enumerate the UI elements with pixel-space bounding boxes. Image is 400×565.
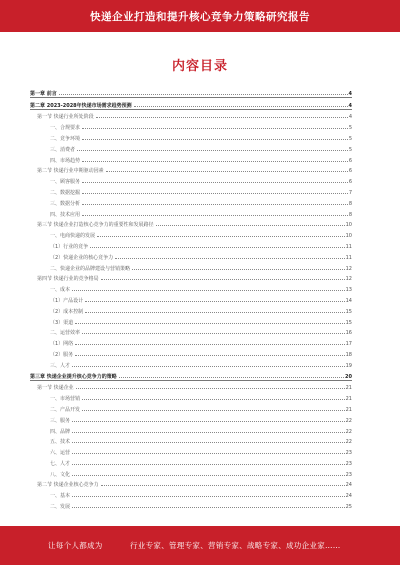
toc-entry[interactable] [30, 131, 352, 142]
toc-entry-label: 一、市场营销 [50, 396, 81, 403]
toc-entry[interactable] [30, 164, 352, 175]
toc-heading: 内容目录 [171, 59, 228, 74]
toc-entry[interactable] [30, 185, 352, 196]
toc-entry[interactable] [30, 196, 352, 207]
toc-entry-label: 一、电商快递的发展 [50, 233, 96, 240]
table-of-contents [30, 86, 352, 510]
toc-entry-label: 六、运营 [50, 450, 71, 457]
toc-entry-label: 二、运营效率 [50, 330, 81, 337]
toc-entry-page: 4 [348, 114, 352, 121]
toc-entry-label: （1）产品设计 [50, 297, 84, 304]
toc-entry-page: 11 [345, 254, 352, 261]
toc-entry-page: 11 [345, 243, 352, 250]
toc-entry[interactable] [30, 315, 352, 326]
toc-leader-dots [76, 388, 345, 389]
toc-leader-dots [75, 355, 344, 356]
toc-entry[interactable] [30, 402, 352, 413]
toc-entry-page: 8 [348, 200, 352, 207]
toc-leader-dots [82, 182, 348, 183]
toc-entry-label: 三、数据分析 [50, 200, 81, 207]
toc-entry-label: 第二章 2023-2028年快递市场需求趋势预测 [30, 102, 132, 109]
toc-entry-label: 第一节 快递企业 [37, 385, 74, 392]
toc-leader-dots [82, 161, 348, 162]
toc-entry-page: 24 [345, 482, 352, 489]
toc-entry-label: 三、人才 [50, 362, 71, 369]
toc-entry[interactable] [30, 142, 352, 153]
toc-entry[interactable] [30, 282, 352, 293]
toc-entry-label: 第二节 快递行业中期驱动因素 [37, 168, 104, 175]
toc-entry-page: 21 [345, 406, 352, 413]
toc-entry-label: 第二节 快递企业核心竞争力 [37, 482, 99, 489]
toc-leader-dots [101, 485, 345, 486]
toc-entry[interactable] [30, 347, 352, 358]
toc-entry-page: 14 [345, 297, 352, 304]
toc-entry-label: 七、人才 [50, 460, 71, 467]
toc-leader-dots [82, 410, 345, 411]
toc-entry[interactable] [30, 272, 352, 283]
toc-entry[interactable] [30, 445, 352, 456]
toc-entry[interactable] [30, 250, 352, 261]
toc-entry-page: 20 [345, 373, 352, 380]
toc-leader-dots [59, 94, 348, 95]
toc-leader-dots [82, 399, 345, 400]
toc-entry[interactable] [30, 218, 352, 229]
toc-leader-dots [82, 204, 348, 205]
toc-leader-dots [72, 442, 345, 443]
toc-entry-page: 15 [345, 319, 352, 326]
toc-entry-label: 二、产品开发 [50, 406, 81, 413]
toc-leader-dots [72, 496, 345, 497]
toc-entry[interactable] [30, 207, 352, 218]
toc-entry-label: 五、技术 [50, 439, 71, 446]
toc-entry[interactable] [30, 369, 352, 381]
toc-entry-label: 一、顾客服务 [50, 179, 81, 186]
toc-entry[interactable] [30, 488, 352, 499]
toc-entry[interactable] [30, 110, 352, 121]
toc-entry-page: 6 [348, 157, 352, 164]
toc-entry[interactable] [30, 424, 352, 435]
toc-entry[interactable] [30, 326, 352, 337]
toc-entry[interactable] [30, 358, 352, 369]
toc-entry-label: 二、数据挖掘 [50, 189, 81, 196]
toc-entry-label: 第一节 快递行业所处阶段 [37, 114, 94, 121]
toc-entry[interactable] [30, 120, 352, 131]
toc-entry-page: 5 [348, 125, 352, 132]
toc-entry-label: （1）网络 [50, 341, 74, 348]
toc-entry-label: 第三节 快递企业打造核心竞争力的重要性和发展路径 [37, 222, 154, 229]
toc-leader-dots [82, 193, 348, 194]
toc-entry-label: （3）渠道 [50, 319, 74, 326]
toc-entry-label: 二、竞争环境 [50, 135, 81, 142]
toc-entry-label: 三、服务 [50, 417, 71, 424]
toc-entry-page: 5 [348, 146, 352, 153]
toc-entry-label: 一、基本 [50, 493, 71, 500]
toc-leader-dots [72, 453, 345, 454]
toc-entry[interactable] [30, 381, 352, 392]
toc-entry-page: 22 [345, 439, 352, 446]
toc-leader-dots [72, 464, 345, 465]
toc-entry[interactable] [30, 391, 352, 402]
toc-entry-page: 17 [345, 341, 352, 348]
toc-leader-dots [75, 344, 344, 345]
toc-entry-label: 三、消费者 [50, 146, 76, 153]
toc-leader-dots [115, 258, 344, 259]
report-title: 快递企业打造和提升核心竞争力策略研究报告 [90, 11, 310, 23]
toc-entry[interactable] [30, 293, 352, 304]
toc-entry-page: 16 [345, 330, 352, 337]
toc-entry[interactable] [30, 228, 352, 239]
toc-entry-page: 22 [345, 417, 352, 424]
toc-leader-dots [72, 475, 345, 476]
toc-entry-page: 21 [345, 396, 352, 403]
toc-leader-dots [132, 269, 345, 270]
toc-leader-dots [72, 421, 345, 422]
toc-entry-page: 19 [345, 362, 352, 369]
toc-leader-dots [82, 128, 348, 129]
toc-leader-dots [72, 507, 345, 508]
toc-entry-page: 12 [345, 265, 352, 272]
toc-leader-dots [134, 106, 348, 107]
toc-entry[interactable] [30, 174, 352, 185]
toc-entry-page: 13 [345, 287, 352, 294]
toc-entry[interactable] [30, 98, 352, 110]
toc-entry-label: 二、发展 [50, 504, 71, 511]
toc-entry-label: 四、市场趋势 [50, 157, 81, 164]
toc-entry-label: （2）快递企业的核心竞争力 [50, 254, 114, 261]
toc-leader-dots [106, 171, 348, 172]
footer-bar [0, 526, 400, 565]
toc-entry-label: （1）行业的竞争 [50, 243, 89, 250]
toc-entry-page: 23 [345, 460, 352, 467]
toc-entry-label: 第三章 快递企业提升核心竞争力的策略 [30, 373, 117, 380]
toc-leader-dots [82, 333, 345, 334]
toc-entry-page: 10 [345, 233, 352, 240]
toc-entry-label: 四、技术应用 [50, 211, 81, 218]
toc-leader-dots [82, 215, 348, 216]
toc-entry[interactable] [30, 239, 352, 250]
toc-entry-page: 6 [348, 179, 352, 186]
toc-entry[interactable] [30, 499, 352, 510]
toc-entry[interactable] [30, 435, 352, 446]
toc-entry-label: 八、文化 [50, 471, 71, 478]
toc-entry-page: 7 [348, 189, 352, 196]
toc-leader-dots [85, 312, 344, 313]
toc-entry-page: 23 [345, 471, 352, 478]
toc-entry-page: 10 [345, 222, 352, 229]
toc-leader-dots [82, 139, 348, 140]
toc-entry-page: 6 [348, 168, 352, 175]
toc-entry-label: 一、合规要求 [50, 125, 81, 132]
toc-entry[interactable] [30, 304, 352, 315]
toc-entry[interactable] [30, 336, 352, 347]
toc-entry-label: （2）服务 [50, 351, 74, 358]
toc-leader-dots [72, 290, 345, 291]
toc-entry-page: 15 [345, 308, 352, 315]
toc-entry-label: （2）成本控制 [50, 308, 84, 315]
toc-entry-page: 24 [345, 493, 352, 500]
footer-slogan: 让每个人都成为 [48, 541, 103, 550]
toc-leader-dots [90, 247, 344, 248]
toc-leader-dots [72, 432, 345, 433]
toc-entry-page: 8 [348, 211, 352, 218]
toc-leader-dots [77, 150, 348, 151]
toc-entry-label: 第一章 前言 [30, 90, 57, 97]
toc-entry-label: 第四节 快递行业的竞争格局 [37, 276, 99, 283]
toc-entry-page: 23 [345, 450, 352, 457]
toc-entry-page: 22 [345, 428, 352, 435]
header-bar [0, 0, 400, 32]
toc-entry[interactable] [30, 153, 352, 164]
toc-entry-page: 21 [345, 385, 352, 392]
toc-entry-page: 25 [345, 504, 352, 511]
footer-tagline: 行业专家、管理专家、营销专家、战略专家、成功企业家…… [130, 541, 341, 550]
toc-leader-dots [85, 301, 344, 302]
toc-entry[interactable] [30, 86, 352, 98]
toc-leader-dots [75, 323, 344, 324]
toc-entry[interactable] [30, 413, 352, 424]
toc-entry[interactable] [30, 467, 352, 478]
toc-entry[interactable] [30, 456, 352, 467]
toc-leader-dots [97, 236, 345, 237]
toc-leader-dots [96, 117, 348, 118]
toc-leader-dots [101, 279, 345, 280]
toc-leader-dots [119, 377, 344, 378]
toc-leader-dots [72, 366, 345, 367]
toc-entry-page: 5 [348, 135, 352, 142]
toc-entry-page: 18 [345, 351, 352, 358]
toc-leader-dots [156, 225, 345, 226]
toc-entry[interactable] [30, 478, 352, 489]
toc-entry-page: 4 [348, 90, 352, 97]
toc-entry-page: 12 [345, 276, 352, 283]
toc-entry-label: 二、快递企业的品牌建设与营销策略 [50, 265, 131, 272]
toc-entry-page: 4 [348, 102, 352, 109]
toc-entry[interactable] [30, 261, 352, 272]
toc-entry-label: 一、成本 [50, 287, 71, 294]
toc-entry-label: 四、品牌 [50, 428, 71, 435]
